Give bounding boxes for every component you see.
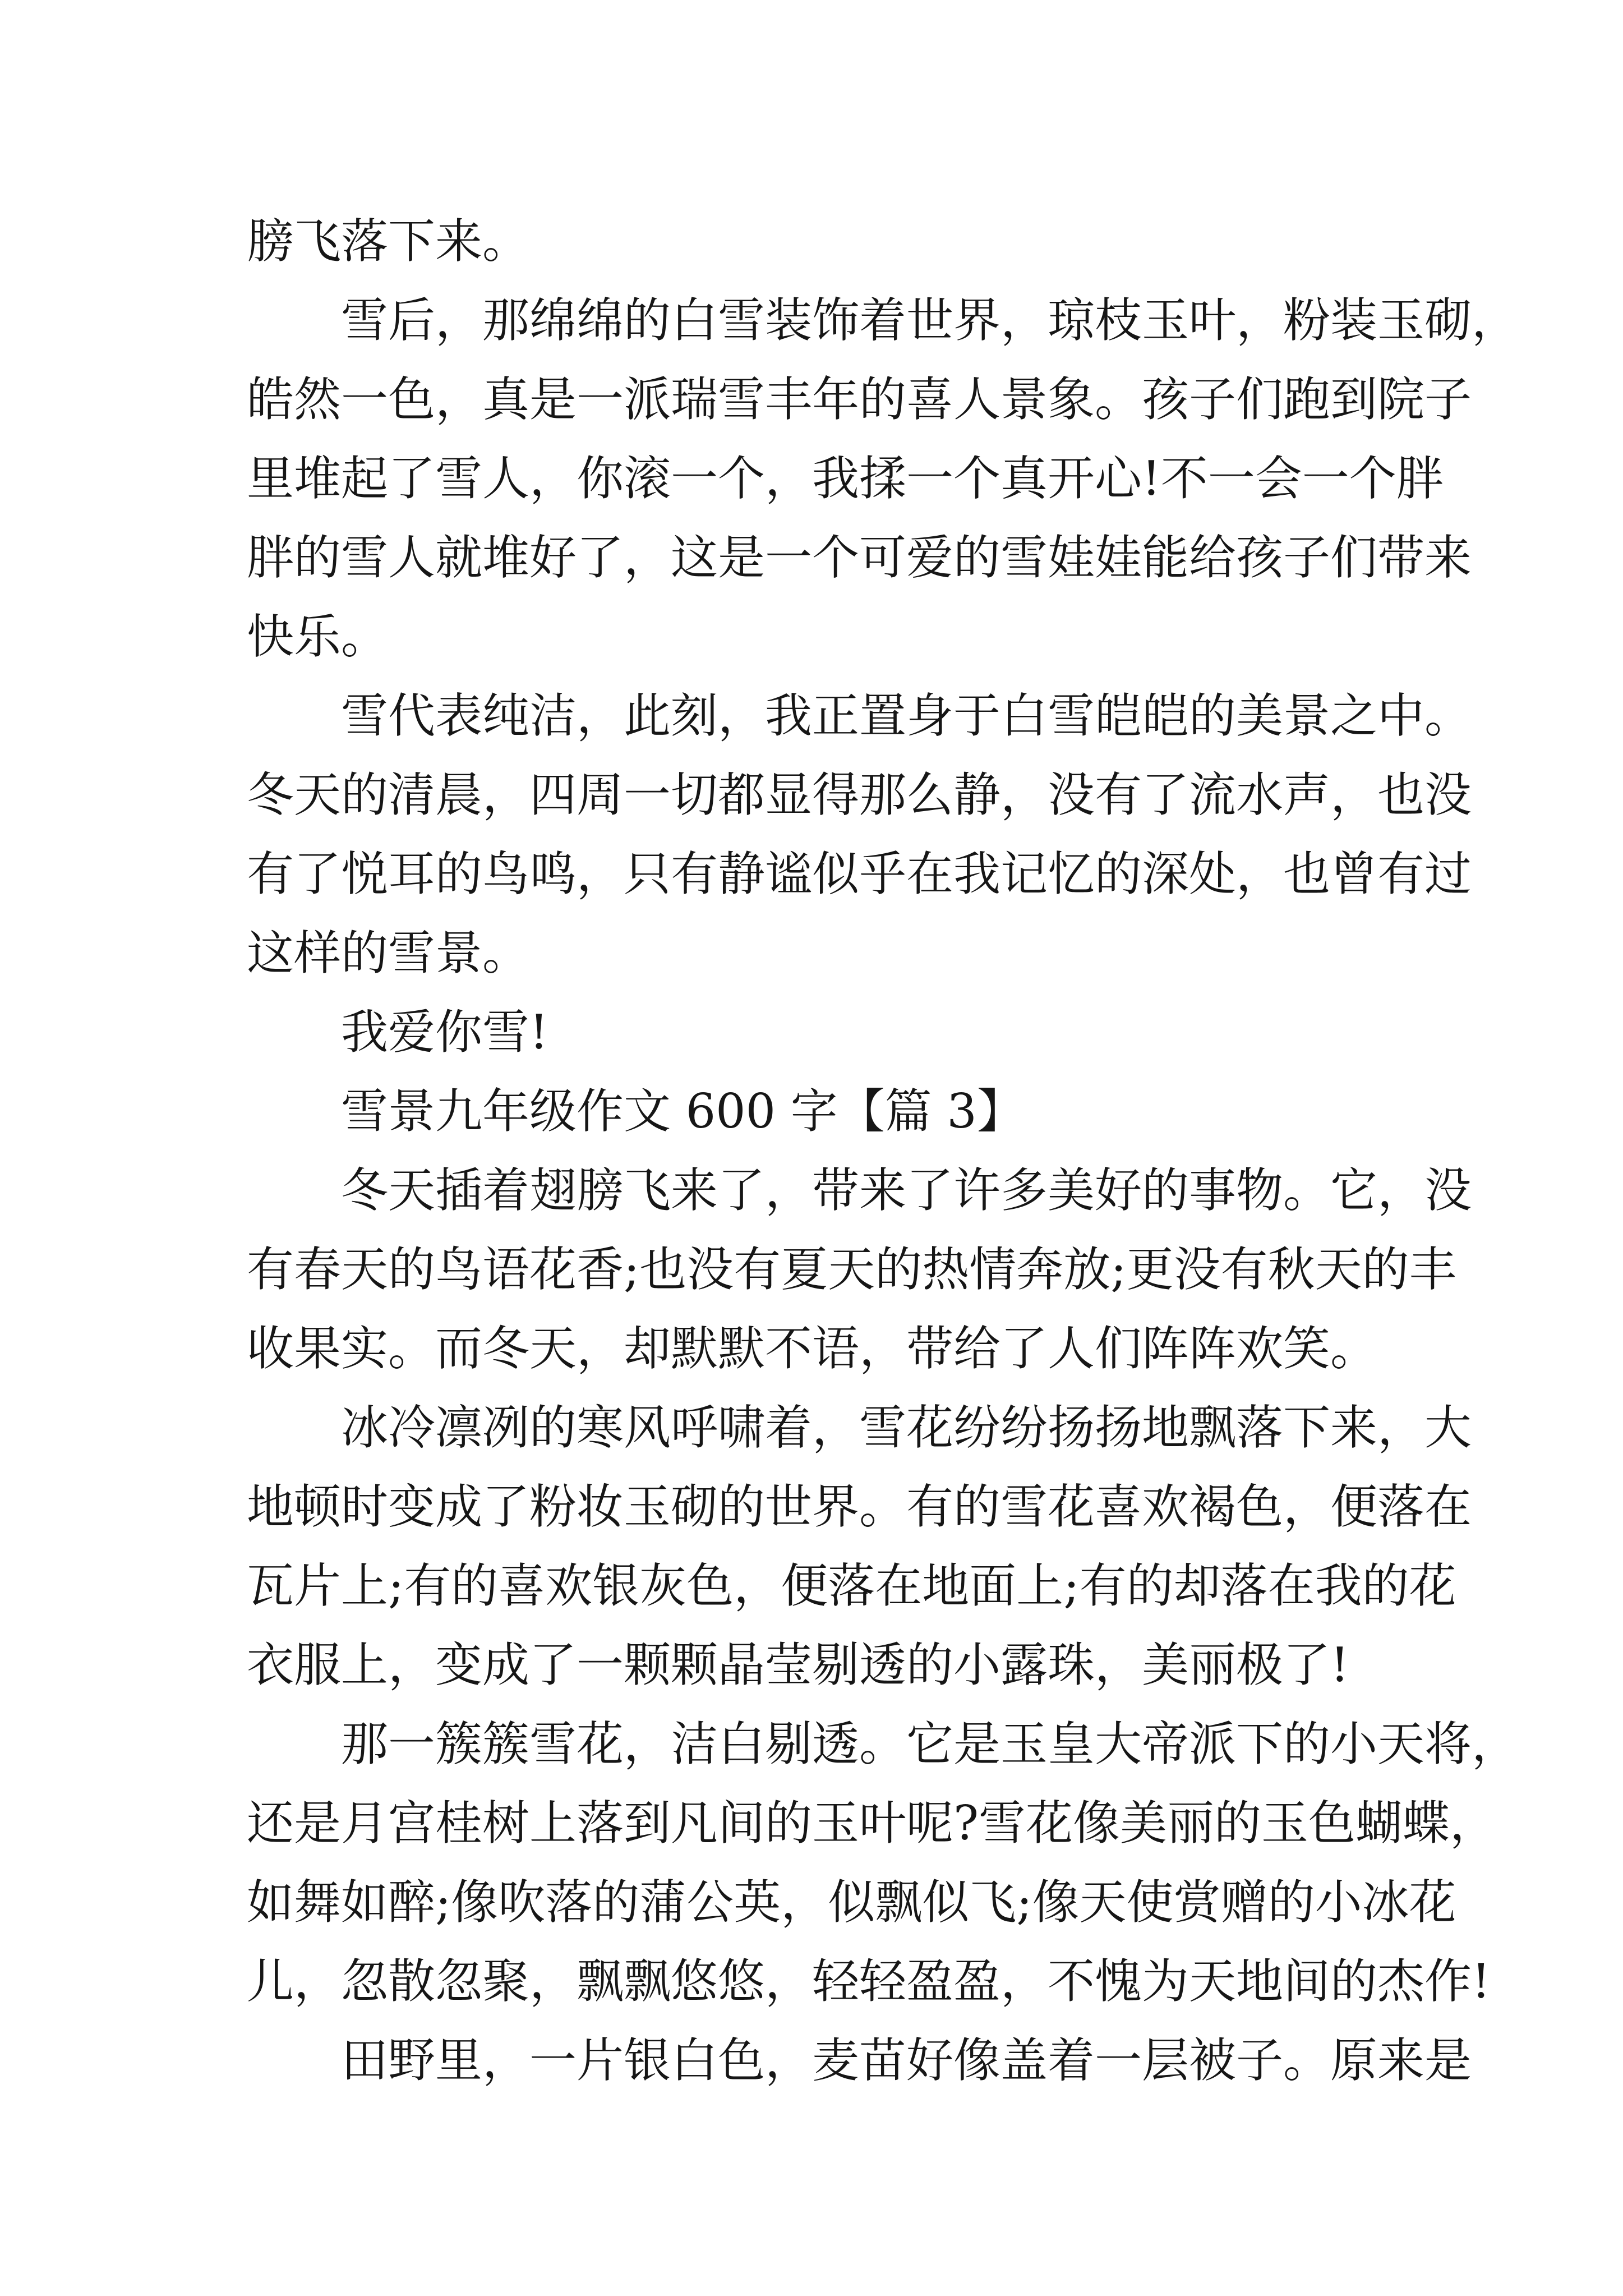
paragraph-first-line: 冬天插着翅膀飞来了，带来了许多美好的事物。它，没 (341, 1163, 1472, 1218)
text-line: 这样的雪景。 (247, 926, 530, 981)
text-line: 膀飞落下来。 (247, 214, 530, 269)
text-line: 快乐。 (247, 609, 389, 664)
text-line: 胖的雪人就堆好了，这是一个可爱的雪娃娃能给孩子们带来 (247, 530, 1472, 585)
text-line: 还是月宫桂树上落到凡间的玉叶呢?雪花像美丽的玉色蝴蝶， (247, 1796, 1497, 1851)
text-line: 衣服上，变成了一颗颗晶莹剔透的小露珠，美丽极了! (247, 1637, 1349, 1692)
paragraph-first-line: 那一簇簇雪花，洁白剔透。它是玉皇大帝派下的小天将， (341, 1717, 1519, 1772)
text-line: 收果实。而冬天，却默默不语，带给了人们阵阵欢笑。 (247, 1321, 1378, 1376)
essay-body (247, 202, 1519, 2100)
section-heading: 雪景九年级作文 600 字【篇 3】 (341, 1084, 1024, 1139)
paragraph-first-line: 雪代表纯洁，此刻，我正置身于白雪皑皑的美景之中。 (341, 688, 1472, 743)
text-line: 冬天的清晨，四周一切都显得那么静，没有了流水声，也没 (247, 767, 1472, 822)
text-line: 有春天的鸟语花香;也没有夏天的热情奔放;更没有秋天的丰 (247, 1242, 1456, 1297)
text-line: 皓然一色，真是一派瑞雪丰年的喜人景象。孩子们跑到院子 (247, 372, 1472, 427)
text-line: 瓦片上;有的喜欢银灰色，便落在地面上;有的却落在我的花 (247, 1558, 1456, 1613)
paragraph-first-line: 雪后，那绵绵的白雪装饰着世界，琼枝玉叶，粉装玉砌， (341, 293, 1519, 348)
text-line: 里堆起了雪人，你滚一个，我揉一个真开心!不一会一个胖 (247, 451, 1444, 506)
text-line: 地顿时变成了粉妆玉砌的世界。有的雪花喜欢褐色，便落在 (247, 1479, 1472, 1534)
text-line: 儿，忽散忽聚，飘飘悠悠，轻轻盈盈，不愧为天地间的杰作! (247, 1954, 1491, 2009)
paragraph-first-line: 冰冷凛冽的寒风呼啸着，雪花纷纷扬扬地飘落下来，大 (341, 1400, 1472, 1455)
paragraph-first-line: 田野里，一片银白色，麦苗好像盖着一层被子。原来是 (341, 2033, 1472, 2088)
paragraph-first-line: 我爱你雪! (341, 1005, 548, 1060)
text-line: 如舞如醉;像吹落的蒲公英，似飘似飞;像天使赏赠的小冰花 (247, 1875, 1456, 1930)
text-line: 有了悦耳的鸟鸣，只有静谧似乎在我记忆的深处，也曾有过 (247, 846, 1472, 901)
